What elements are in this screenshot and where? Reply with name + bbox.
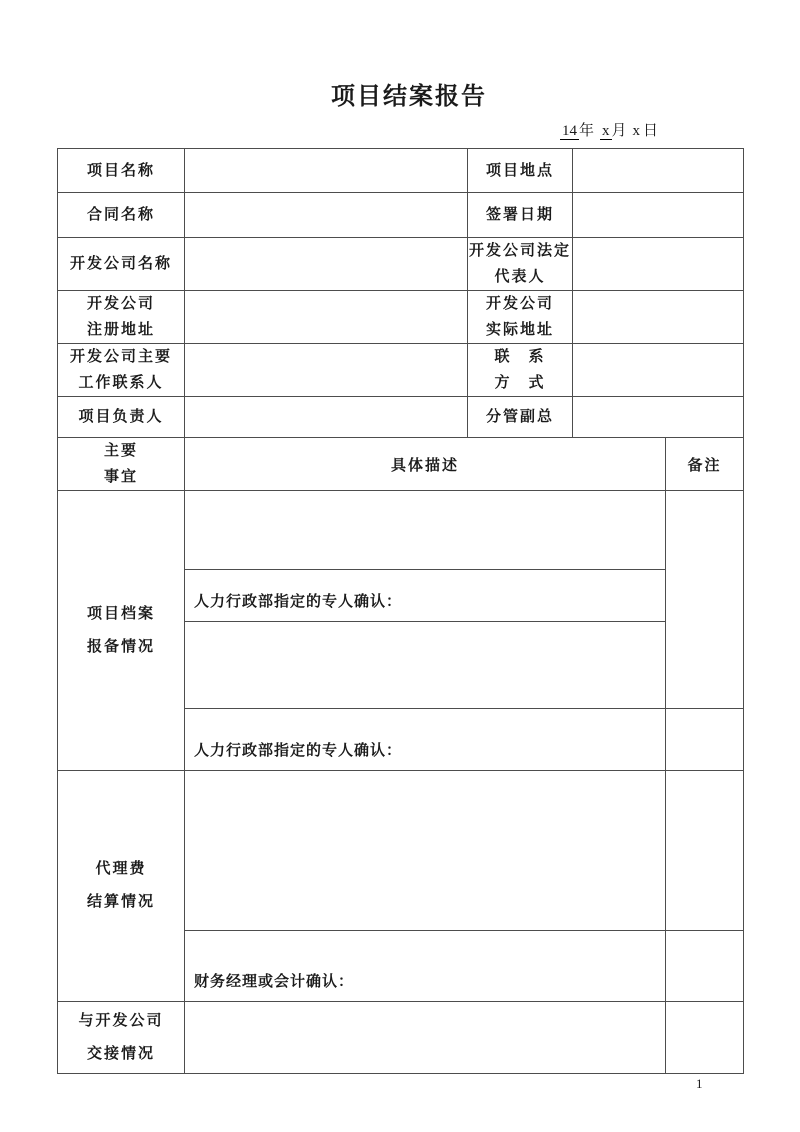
- developer-actual-address-label: 开发公司 实际地址: [468, 291, 573, 344]
- project-name-value-cell[interactable]: [185, 149, 468, 193]
- project-location-value-cell[interactable]: [573, 149, 744, 193]
- archive-filing-confirm-cell-2[interactable]: 人力行政部指定的专人确认：: [185, 709, 666, 771]
- developer-name-value-cell[interactable]: [185, 238, 468, 291]
- row-developer-contact: [58, 344, 744, 397]
- date-year-value: 14: [562, 123, 577, 139]
- contract-name-value-cell[interactable]: [185, 193, 468, 238]
- contact-method-label: 联 系 方 式: [468, 344, 573, 397]
- signing-date-value-cell[interactable]: [573, 193, 744, 238]
- developer-registered-address-label: 开发公司 注册地址: [58, 291, 185, 344]
- handover-description-cell[interactable]: [185, 1002, 666, 1074]
- agency-fee-remark-cell-1[interactable]: [666, 771, 744, 931]
- page-number: 1: [696, 1076, 703, 1091]
- row-developer-name: [58, 238, 744, 291]
- handover-label: 与开发公司 交接情况: [58, 1002, 185, 1074]
- row-project-name: [58, 149, 744, 193]
- matter-header-cell: 主要 事宜: [58, 438, 185, 491]
- closure-report-form-table: [57, 148, 744, 1074]
- row-project-manager: [58, 397, 744, 438]
- developer-legal-rep-label: 开发公司法定 代表人: [468, 238, 573, 291]
- archive-filing-confirm-cell-1[interactable]: 人力行政部指定的专人确认：: [185, 570, 666, 622]
- agency-fee-label: 代理费 结算情况: [58, 771, 185, 1002]
- archive-filing-remark-cell-2[interactable]: [666, 709, 744, 771]
- row-developer-registered-address: [58, 291, 744, 344]
- date-day-value: x: [632, 123, 641, 139]
- row-agency-fee-1: [58, 771, 744, 931]
- project-manager-label: 项目负责人: [58, 397, 185, 438]
- agency-fee-remark-cell-2[interactable]: [666, 931, 744, 1002]
- date-month-unit: 月: [611, 123, 627, 139]
- remark-header-cell: 备注: [666, 438, 744, 491]
- row-contract-name: [58, 193, 744, 238]
- date-day-unit: 日: [643, 123, 659, 139]
- developer-contact-label: 开发公司主要 工作联系人: [58, 344, 185, 397]
- archive-filing-label: 项目档案 报备情况: [58, 491, 185, 771]
- description-header-cell: 具体描述: [185, 438, 666, 491]
- developer-contact-value-cell[interactable]: [185, 344, 468, 397]
- signing-date-label: 签署日期: [468, 193, 573, 238]
- date-year-unit: 年: [579, 123, 595, 139]
- developer-name-label: 开发公司名称: [58, 238, 185, 291]
- page-title: 项目结案报告: [331, 84, 487, 110]
- row-handover: [58, 1002, 744, 1074]
- date-line: [560, 119, 658, 140]
- agency-fee-confirm-cell[interactable]: 财务经理或会计确认：: [185, 931, 666, 1002]
- developer-registered-address-value-cell[interactable]: [185, 291, 468, 344]
- developer-actual-address-value-cell[interactable]: [573, 291, 744, 344]
- row-detail-header: [58, 438, 744, 491]
- archive-filing-remark-cell-1[interactable]: [666, 491, 744, 709]
- project-location-label: 项目地点: [468, 149, 573, 193]
- deputy-gm-value-cell[interactable]: [573, 397, 744, 438]
- agency-fee-description-cell[interactable]: [185, 771, 666, 931]
- date-month-value: x: [602, 123, 610, 139]
- archive-filing-description-cell-2[interactable]: [185, 622, 666, 709]
- project-manager-value-cell[interactable]: [185, 397, 468, 438]
- project-name-label: 项目名称: [58, 149, 185, 193]
- row-archive-filing-1: [58, 491, 744, 570]
- contract-name-label: 合同名称: [58, 193, 185, 238]
- developer-legal-rep-value-cell[interactable]: [573, 238, 744, 291]
- archive-filing-description-cell-1[interactable]: [185, 491, 666, 570]
- handover-remark-cell[interactable]: [666, 1002, 744, 1074]
- contact-method-value-cell[interactable]: [573, 344, 744, 397]
- deputy-gm-label: 分管副总: [468, 397, 573, 438]
